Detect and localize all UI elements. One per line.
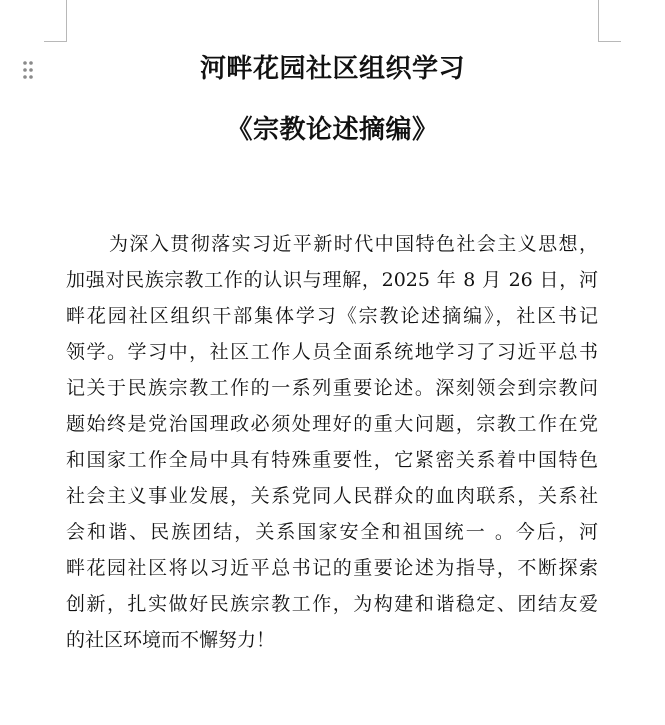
body-line: 会和谐、民族团结，关系国家安全和祖国统一 。今后，河 bbox=[66, 521, 598, 543]
document-subtitle: 《宗教论述摘编》 bbox=[226, 115, 439, 145]
body-line: 记关于民族宗教工作的一系列重要论述。深刻领会到宗教问 bbox=[66, 377, 598, 399]
body-line: 创新，扎实做好民族宗教工作，为构建和谐稳定、团结友爱 bbox=[66, 593, 598, 615]
body-line: 社会主义事业发展，关系党同人民群众的血肉联系，关系社 bbox=[66, 485, 598, 507]
body-line: 的社区环境而不懈努力！ bbox=[66, 629, 276, 651]
body-line: 畔花园社区将以习近平总书记的重要论述为指导，不断探索 bbox=[66, 557, 598, 579]
document-title: 河畔花园社区组织学习 bbox=[199, 54, 465, 84]
page-corner-mark-left bbox=[44, 0, 67, 42]
body-line: 畔花园社区组织干部集体学习《宗教论述摘编》，社区书记 bbox=[66, 305, 598, 327]
page-corner-mark-right bbox=[598, 0, 621, 42]
body-line: 加强对民族宗教工作的认识与理解，2025 年 8 月 26 日，河 bbox=[66, 269, 598, 291]
body-line: 和国家工作全局中具有特殊重要性，它紧密关系着中国特色 bbox=[66, 449, 598, 471]
body-line: 领学。学习中，社区工作人员全面系统地学习了习近平总书 bbox=[66, 341, 598, 363]
document-body bbox=[66, 226, 598, 658]
body-line: 题始终是党治国理政必须处理好的重大问题，宗教工作在党 bbox=[66, 413, 598, 435]
body-line: 为深入贯彻落实习近平新时代中国特色社会主义思想， bbox=[109, 233, 598, 255]
